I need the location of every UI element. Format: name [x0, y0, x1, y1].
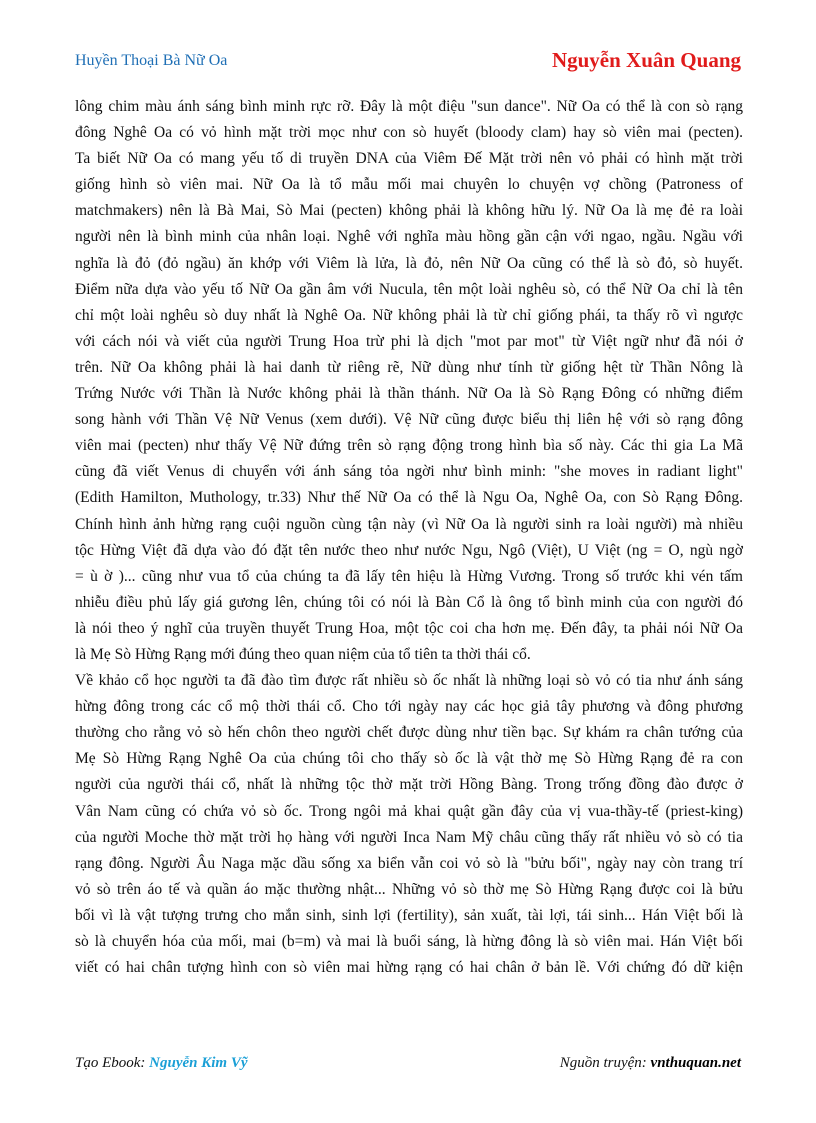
- text-line: Ta biết Nữ Oa có mang yếu tố di truyền DNA của Viêm Đế Mặt trời nên vỏ phải có hình mặt trời: [75, 150, 743, 168]
- text-line: Chính hình ảnh hừng rạng cuội nguồn cùng tận này (vì Nữ Oa là người sinh ra loài người) mà nhiều: [75, 515, 743, 533]
- text-line: song hành với Thần Vệ Nữ Venus (xem dưới). Vệ Nữ cũng được biểu thị liên hệ với sò rạng đông: [75, 411, 743, 429]
- text-line: Điểm nữa dựa vào yếu tố Nữ Oa gần âm với Nucula, tên một loài nghêu sò, có thể Nữ Oa chỉ là tên: [75, 280, 743, 298]
- text-line: tộc Hừng Việt đã dựa vào đó đặt tên nước theo như nước Ngu, Ngô (Việt), U Việt (ng = O, ngù ngờ: [75, 541, 743, 559]
- text-line: với cách nói và viết của người Trung Hoa trừ phi là dịch "mot par mot" từ Việt ngữ như đã nói ở: [75, 332, 743, 350]
- text-line: Mẹ Sò Hừng Rạng Nghê Oa của chúng tôi cho thấy sò ốc là vật thờ mẹ Sò Hừng Rạng đẻ ra con: [75, 750, 743, 768]
- ebook-creator-name: Nguyễn Kim Vỹ: [149, 1055, 248, 1071]
- text-line: bối vì là vật tượng trưng cho mắn sinh, sinh lợi (fertility), sản xuất, tài lợi, tái sinh... Hán Việt bối là: [75, 906, 743, 924]
- text-line: thường cho rằng vỏ sò hến chôn theo người chết được dùng như tiền bạc. Sự khám ra chân tướng của: [75, 724, 743, 742]
- page-footer: [75, 1055, 741, 1077]
- book-title: Huyền Thoại Bà Nữ Oa: [75, 52, 228, 69]
- text-line: giống hình sò viên mai. Nữ Oa là tổ mẫu mối mai chuyên lo chuyện vợ chồng (Patroness of: [75, 176, 743, 194]
- text-line: trên. Nữ Oa không phải là hai danh từ riêng rẽ, Nữ dùng như tính từ giống hệt từ Thần Nông là: [75, 358, 743, 376]
- text-line: sò là chuyển hóa của mối, mai (b=m) và mai là buổi sáng, là hừng đông là sò viên mai. Hán Việt bối: [75, 933, 743, 950]
- text-line: cũng đã viết Venus di chuyển với ánh sáng tỏa ngời như bình minh: "she moves in radiant light": [75, 463, 743, 481]
- body-text: [75, 94, 743, 981]
- source-credit-label: Nguồn truyện: [559, 1055, 642, 1071]
- source-site: vnthuquan.net: [650, 1055, 741, 1071]
- text-line: người nên là bình minh của nhân loại. Nghê với nghĩa màu hồng gần cận với ngao, ngầu. Ngầu với: [75, 228, 743, 246]
- text-line: của người Moche thờ mặt trời họ hàng với người Inca Nam Mỹ châu cũng thấy rất nhiều vỏ sò có tia: [75, 828, 743, 846]
- text-line: hừng đông trong các cổ mộ thời thái cổ. Cho tới ngày nay các học giả tây phương và đông phương: [75, 698, 743, 716]
- text-line: nhiễu điều phủ lấy giá gương lên, chúng tôi có nói là Bàn Cổ là ông tổ bình minh của con người đó: [75, 593, 743, 611]
- ebook-credit: [75, 1055, 248, 1072]
- text-line: (Edith Hamilton, Muthology, tr.33) Như thế Nữ Oa có thể là Ngu Oa, Nghê Oa, con Sò Rạng Đông.: [75, 489, 743, 507]
- text-line: Trứng Nước với Thần là Nước không phải là thần thánh. Nữ Oa là Sò Rạng Đông có những điểm: [75, 385, 743, 403]
- text-line: đông Nghê Oa có vỏ hình mặt trời mọc như con sò huyết (bloody clam) hay sò viên mai (pecten).: [75, 124, 743, 142]
- text-line: Về khảo cổ học người ta đã đào tìm được rất nhiều sò ốc nhất là những loại sò vỏ có tia như ánh sáng: [75, 672, 743, 690]
- text-line: rạng đông. Người Âu Naga mặc dầu sống xa biển vẫn coi vỏ sò là "bửu bối", ngày nay còn trang trí: [75, 854, 743, 872]
- source-credit: [560, 1055, 741, 1072]
- text-line: lông chim màu ánh sáng bình minh rực rỡ. Đây là một điệu "sun dance". Nữ Oa có thể là con sò rạng: [75, 98, 743, 115]
- text-line: chỉ một loài nghêu sò duy nhất là Nghê Oa. Nữ không phải là từ chỉ giống phái, ta thấy rõ vì ngược: [75, 306, 743, 324]
- text-line: viết có hai chân tượng hình con sò viên mai hừng rạng có hai chân ở bản lề. Với chứng đó dữ kiện: [75, 959, 743, 977]
- source-credit-sep: :: [641, 1055, 651, 1071]
- ebook-credit-label: Tạo Ebook: [75, 1055, 141, 1071]
- text-line: matchmakers) nên là Bà Mai, Sò Mai (pecten) không phải là không hữu lý. Nữ Oa là mẹ đẻ ra loài: [75, 202, 743, 220]
- author-name: Nguyễn Xuân Quang: [551, 48, 741, 72]
- text-line: Vân Nam cũng có chứa vỏ sò ốc. Trong ngôi mả khai quật gần đây của vị vua-thầy-tế (priest-king): [75, 802, 743, 820]
- text-line: nghĩa là đỏ (đỏ ngầu) ăn khớp với Viêm là lửa, là đỏ, nên Nữ Oa cũng có thể là sò đỏ, sò huyết.: [75, 254, 743, 272]
- text-line: là nói theo ý nghĩ của truyền thuyết Trung Hoa, một tộc coi cha hơn mẹ. Đến đây, ta phải nói Nữ Oa: [75, 619, 743, 637]
- text-line: = ù ờ )... cũng như vua tổ của chúng ta đã lấy tên hiệu là Hừng Vương. Trong số trước khi vén tấm: [75, 567, 743, 585]
- text-line: vỏ sò trên áo tế và quần áo mặc thường nhật... Những vỏ sò thờ mẹ Sò Hừng Rạng được coi là bửu: [75, 880, 743, 898]
- text-line: là Mẹ Sò Hừng Rạng mới đúng theo quan niệm của tổ tiên ta thời thái cổ.: [75, 645, 531, 663]
- page-header: [75, 48, 741, 76]
- text-line: người của người thái cổ, nhất là những tộc thờ mặt trời Hồng Bàng. Trong trống đồng đào được ở: [75, 776, 743, 794]
- text-line: viên mai (pecten) như thấy Vệ Nữ đứng trên sò rạng động trong hình bìa số này. Các thi gia La Mã: [75, 437, 743, 455]
- ebook-credit-sep: :: [140, 1055, 150, 1071]
